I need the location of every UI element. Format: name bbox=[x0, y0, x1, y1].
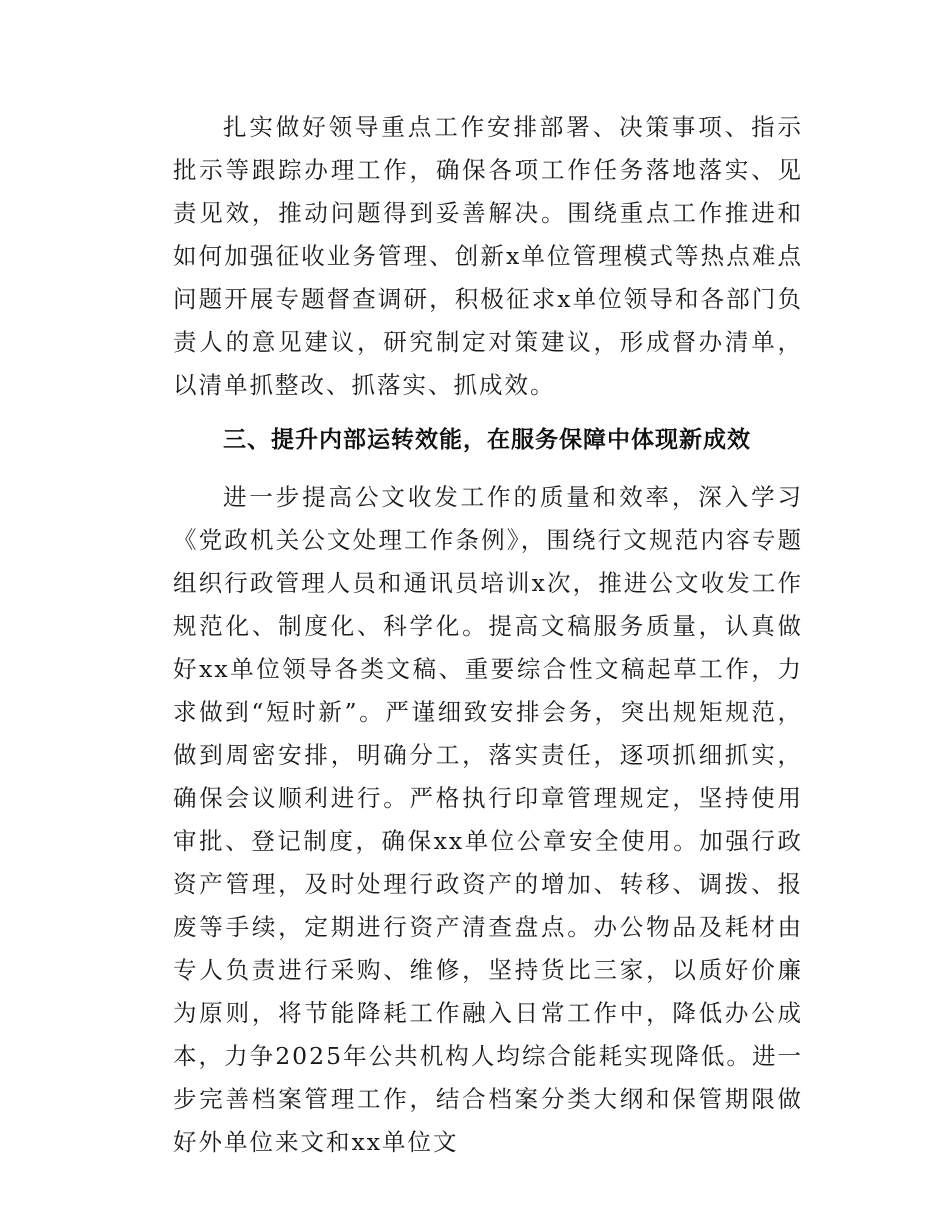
body-paragraph: 进一步提高公文收发工作的质量和效率，深入学习《党政机关公文处理工作条例》，围绕行文规范内容专题组织行政管理人员和通讯员培训x次，推进公文收发工作规范化、制度化、科学化。提高文稿服务质量，认真做好xx单位领导各类文稿、重要综合性文稿起草工作，力求做到“短时新”。严谨细致安排会务，突出规矩规范，做到周密安排，明确分工，落实责任，逐项抓细抓实，确保会议顺利进行。严格执行印章管理规定，坚持使用审批、登记制度，确保xx单位公章安全使用。加强行政资产管理，及时处理行政资产的增加、转移、调拨、报废等手续，定期进行资产清查盘点。办公物品及耗材由专人负责进行采购、维修，坚持货比三家，以质好价廉为原则，将节能降耗工作融入日常工作中，降低办公成本，力争2025年公共机构人均综合能耗实现降低。进一步完善档案管理工作，结合档案分类大纲和保管期限做好外单位来文和xx单位文 bbox=[173, 483, 803, 1156]
body-paragraph: 扎实做好领导重点工作安排部署、决策事项、指示批示等跟踪办理工作，确保各项工作任务落地落实、见责见效，推动问题得到妥善解决。围绕重点工作推进和如何加强征收业务管理、创新x单位管理模式等热点难点问题开展专题督查调研，积极征求x单位领导和各部门负责人的意见建议，研究制定对策建议，形成督办清单，以清单抓整改、抓落实、抓成效。 bbox=[173, 113, 803, 399]
section-heading: 三、提升内部运转效能，在服务保障中体现新成效 bbox=[223, 427, 751, 453]
